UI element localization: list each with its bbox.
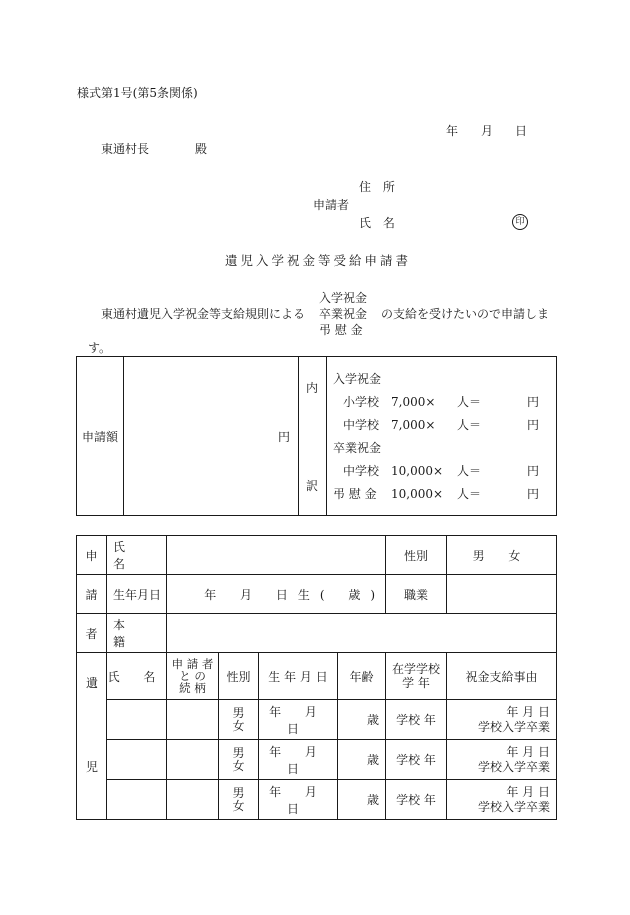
date-month: 月 <box>481 124 494 138</box>
orphan-gender[interactable]: 男 女 <box>219 700 259 740</box>
orphan-school-header: 在学学校 学 年 <box>386 653 447 700</box>
orphan-birth-header: 生 年 月 日 <box>259 653 338 700</box>
birth-value[interactable]: 年 月 日生( 歳) <box>167 575 386 614</box>
orphan-row <box>77 740 557 780</box>
seal-mark: 印 <box>512 214 528 230</box>
applicant-side-3: 者 <box>77 614 107 653</box>
breakdown-line: 小学校 7,000× 人＝ 円 <box>343 395 540 409</box>
addressee-honorific: 殿 <box>195 142 208 156</box>
applicant-name-field[interactable] <box>167 536 386 575</box>
orphan-age-header: 年齢 <box>338 653 386 700</box>
addressee-name: 東通村長 <box>101 142 150 156</box>
body-prefix: 東通村遺児入学祝金等支給規則による <box>101 307 306 321</box>
orphan-reason[interactable]: 年 月 日 学校入学卒業 <box>447 780 557 820</box>
orphan-name-field[interactable] <box>107 700 167 740</box>
breakdown-line: 中学校 10,000× 人＝ 円 <box>343 464 540 478</box>
domicile-label: 本 籍 <box>107 614 167 653</box>
name-label: 氏 名 <box>359 216 399 230</box>
breakdown-side-label <box>299 357 327 516</box>
orphan-age[interactable]: 歳 <box>338 740 386 780</box>
orphan-relation-field[interactable] <box>167 740 219 780</box>
orphan-relation-field[interactable] <box>167 700 219 740</box>
breakdown-heading-entrance: 入学祝金 <box>333 372 382 386</box>
body-continuation: す。 <box>88 341 112 355</box>
applicant-gender-label: 性別 <box>386 536 447 575</box>
domicile-field[interactable] <box>167 614 557 653</box>
form-number: 様式第1号(第5条関係) <box>77 86 198 100</box>
orphan-relation-field[interactable] <box>167 780 219 820</box>
body-suffix: の支給を受けたいので申請しま <box>381 307 550 321</box>
job-field[interactable] <box>447 575 557 614</box>
orphan-row <box>77 700 557 740</box>
orphan-birth[interactable]: 年 月 日 <box>259 740 338 780</box>
orphan-name-header: 氏 名 <box>107 653 167 700</box>
applicant-label: 申請者 <box>313 198 350 212</box>
address-label: 住 所 <box>359 180 399 194</box>
amount-table <box>76 356 557 516</box>
date-day: 日 <box>515 124 528 138</box>
job-label: 職業 <box>386 575 447 614</box>
orphan-reason[interactable]: 年 月 日 学校入学卒業 <box>447 740 557 780</box>
breakdown-line: 弔 慰 金 10,000× 人＝ 円 <box>333 487 540 501</box>
orphan-gender[interactable]: 男 女 <box>219 740 259 780</box>
orphan-birth[interactable]: 年 月 日 <box>259 700 338 740</box>
orphan-side: 遺 児 <box>77 653 107 820</box>
orphan-age[interactable]: 歳 <box>338 780 386 820</box>
orphan-school[interactable]: 学校 年 <box>386 740 447 780</box>
breakdown-line: 中学校 7,000× 人＝ 円 <box>343 418 540 432</box>
breakdown-top: 内 <box>306 381 319 395</box>
breakdown-heading-graduation: 卒業祝金 <box>333 441 382 455</box>
orphan-relation-header: 申 請 者 と の 続 柄 <box>167 653 219 700</box>
orphan-reason[interactable]: 年 月 日 学校入学卒業 <box>447 700 557 740</box>
orphan-age[interactable]: 歳 <box>338 700 386 740</box>
orphan-name-field[interactable] <box>107 740 167 780</box>
applicant-name-label: 氏 名 <box>107 536 167 575</box>
option-graduation: 卒業祝金 <box>319 307 368 321</box>
orphan-birth[interactable]: 年 月 日 <box>259 780 338 820</box>
option-condolence: 弔 慰 金 <box>319 323 363 337</box>
orphan-row <box>77 780 557 820</box>
orphan-gender[interactable]: 男 女 <box>219 780 259 820</box>
date-year: 年 <box>446 124 459 138</box>
orphan-school[interactable]: 学校 年 <box>386 700 447 740</box>
amount-label: 申請額 <box>77 357 124 516</box>
detail-table <box>76 535 557 820</box>
document-title: 遺児入学祝金等受給申請書 <box>225 253 412 268</box>
option-entrance: 入学祝金 <box>319 291 368 305</box>
applicant-gender-options[interactable]: 男 女 <box>447 536 557 575</box>
breakdown-lines <box>327 357 557 516</box>
orphan-reason-header: 祝金支給事由 <box>447 653 557 700</box>
orphan-name-field[interactable] <box>107 780 167 820</box>
applicant-side-1: 申 <box>77 536 107 575</box>
orphan-gender-header: 性別 <box>219 653 259 700</box>
applicant-side-2: 請 <box>77 575 107 614</box>
amount-yen: 円 <box>124 357 299 516</box>
birth-label: 生年月日 <box>107 575 167 614</box>
orphan-school[interactable]: 学校 年 <box>386 780 447 820</box>
breakdown-bottom: 訳 <box>306 479 319 493</box>
